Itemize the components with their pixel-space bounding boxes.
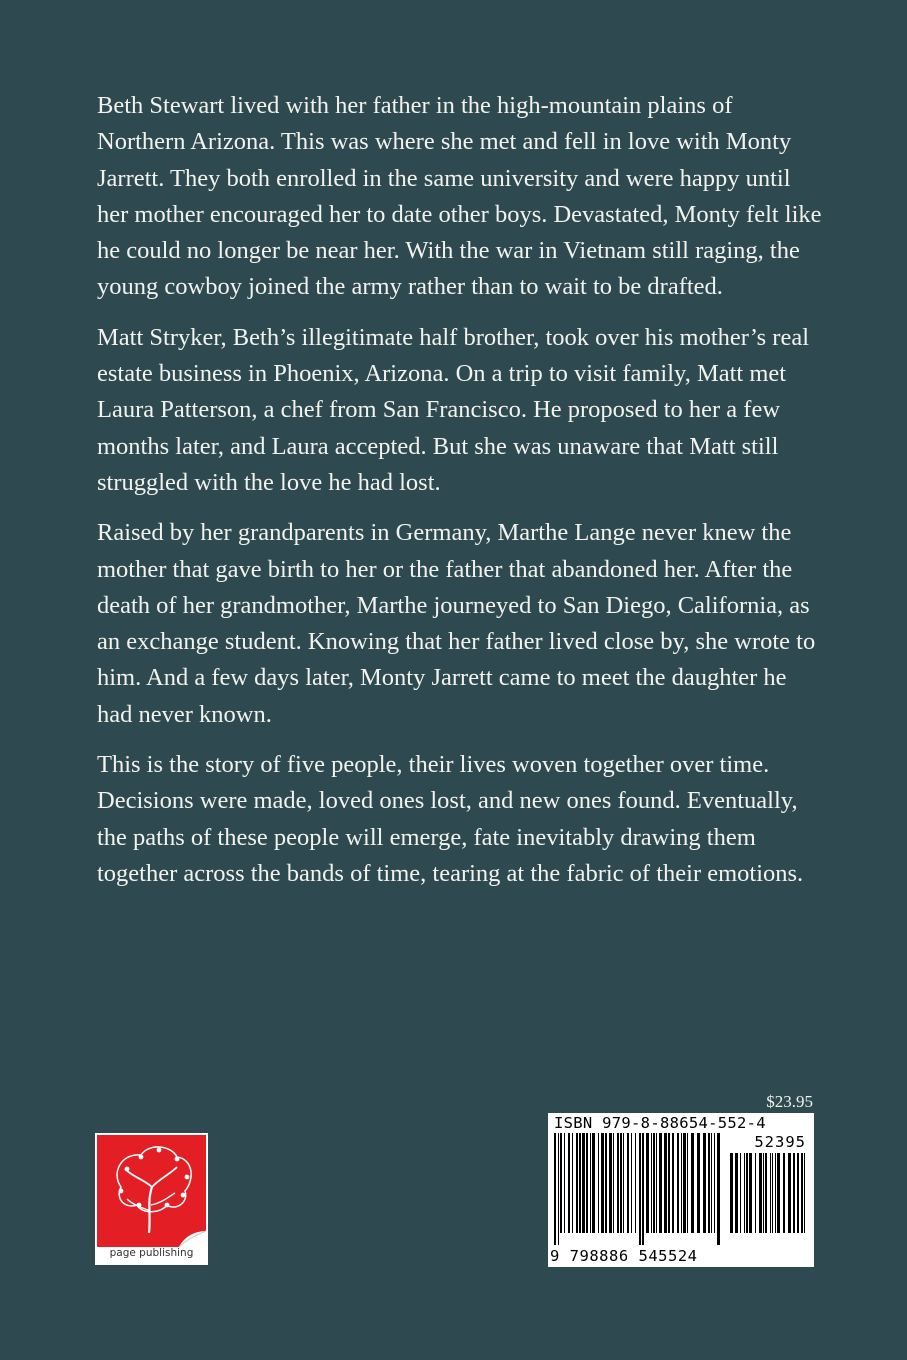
barcode-bar: [623, 1133, 624, 1233]
barcode-bar: [609, 1133, 612, 1233]
barcode-bar: [639, 1133, 641, 1245]
barcode-bar: [568, 1133, 570, 1233]
barcode-bar: [664, 1133, 667, 1233]
barcode-bar: [582, 1133, 585, 1233]
barcode-bar: [755, 1153, 756, 1233]
barcode-bar: [714, 1133, 715, 1233]
barcode-bar: [586, 1133, 588, 1233]
barcode-bar: [763, 1153, 764, 1233]
barcode-bar: [770, 1153, 771, 1233]
barcode-bar: [592, 1133, 595, 1233]
barcode-bar: [730, 1153, 733, 1233]
barcode-bar: [775, 1153, 776, 1233]
barcode-bar: [683, 1133, 686, 1233]
barcode-bar: [740, 1153, 741, 1233]
barcode-bar: [576, 1133, 578, 1233]
blurb-paragraph: Raised by her grandparents in Germany, Marthe Lange never knew the mother that gave birth to her or the father that abandoned her. After the death of her grandmother, Marthe journeyed to San Diego, California, as an exchange student. Knowing that her father lived close by, she wrote to him. And a few days later, Monty Jarrett came to meet the daughter he had never known.: [97, 519, 816, 728]
price-label: $23.95: [766, 1092, 813, 1111]
barcode-bar: [687, 1133, 688, 1233]
tree-logo-icon: [97, 1135, 206, 1247]
publisher-name: page publishing: [109, 1247, 194, 1259]
barcode-bar: [554, 1133, 556, 1245]
barcode-bar: [797, 1153, 799, 1233]
barcode-bar: [646, 1133, 649, 1233]
barcode-bar: [804, 1153, 805, 1233]
barcode-bar: [558, 1133, 559, 1245]
back-cover-blurb: [97, 88, 822, 906]
barcode-bar: [653, 1133, 655, 1233]
barcode-bar: [749, 1153, 752, 1233]
ean-digits: 9 798886 545524: [550, 1247, 698, 1265]
barcode-bar: [560, 1133, 562, 1233]
barcode-bar: [777, 1153, 780, 1233]
barcode-bar: [598, 1133, 599, 1233]
barcode-bar: [617, 1133, 619, 1233]
barcode-bar: [672, 1133, 674, 1233]
barcode-bar: [697, 1133, 700, 1233]
barcode-bar: [620, 1133, 622, 1233]
blurb-paragraph: This is the story of five people, their lives woven together over time. Decisions were made, loved ones lost, and new ones found. Eventually, the paths of these people will emerge, fate inevitably drawing them together across the bands of time, tearing at the fabric of their emotions.: [97, 751, 804, 887]
barcode-bar: [642, 1133, 644, 1245]
barcode-bars-addon: [730, 1153, 806, 1245]
barcode-bar: [656, 1133, 657, 1233]
barcode-bar: [651, 1133, 652, 1233]
barcode-bar: [613, 1133, 614, 1233]
barcode-bar: [711, 1133, 712, 1233]
barcode-bar: [735, 1153, 738, 1233]
barcode-bar: [746, 1153, 748, 1233]
barcode-bar: [708, 1133, 710, 1233]
barcode-bar: [717, 1133, 720, 1245]
barcode-bar: [793, 1153, 795, 1233]
barcode-bar: [691, 1133, 694, 1233]
barcode-bar: [765, 1153, 767, 1233]
barcode-bars-main: [554, 1133, 722, 1245]
barcode-bar: [605, 1133, 607, 1233]
barcode-bar: [801, 1153, 803, 1233]
barcode-bar: [601, 1133, 604, 1233]
barcode-bar: [590, 1133, 591, 1233]
barcode-bar: [564, 1133, 565, 1233]
publisher-logo: [95, 1133, 208, 1265]
barcode-bar: [635, 1133, 636, 1233]
barcode-bar: [627, 1133, 629, 1233]
barcode-bar: [681, 1133, 682, 1233]
barcode-bar: [572, 1133, 573, 1233]
isbn-barcode: [548, 1113, 814, 1267]
barcode-bar: [631, 1133, 632, 1233]
price-code: 52395: [754, 1133, 806, 1151]
blurb-paragraph: Beth Stewart lived with her father in the high-mountain plains of Northern Arizona. This was where she met and fell in love with Monty Jarrett. They both enrolled in the same university and were happy until her mother encouraged her to date other boys. Devastated, Monty felt like he could no longer be near her. With the war in Vietnam still raging, the young cowboy joined the army rather than to wait to be drafted.: [97, 92, 822, 301]
barcode-bar: [744, 1153, 745, 1233]
barcode-bar: [659, 1133, 662, 1233]
blurb-paragraph: Matt Stryker, Beth’s illegitimate half brother, took over his mother’s real estate business in Phoenix, Arizona. On a trip to visit family, Matt met Laura Patterson, a chef from San Francisco. He proposed to her a few months later, and Laura accepted. But she was unaware that Matt still struggled with the love he had lost.: [97, 323, 810, 496]
barcode-bar: [759, 1153, 762, 1233]
barcode-bar: [772, 1153, 773, 1233]
publisher-logo-mark: [97, 1135, 206, 1247]
barcode-bar: [579, 1133, 581, 1233]
barcode-bar: [677, 1133, 679, 1233]
barcode-bar: [788, 1153, 791, 1233]
barcode-bar: [783, 1153, 785, 1233]
barcode-bar: [703, 1133, 706, 1233]
isbn-label: ISBN 979-8-88654-552-4: [554, 1114, 766, 1132]
barcode-bar: [668, 1133, 670, 1233]
